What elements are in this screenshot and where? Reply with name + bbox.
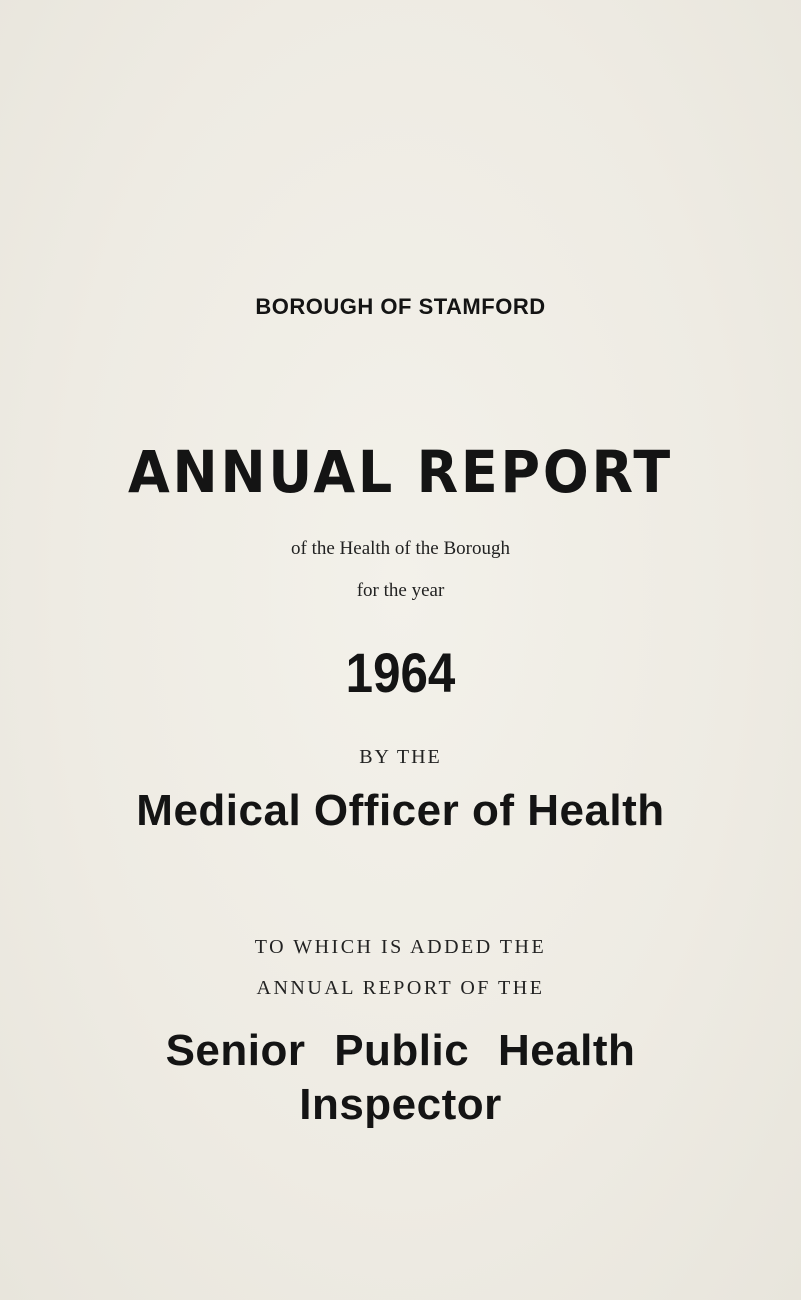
addendum-line-1: TO WHICH IS ADDED THE: [254, 936, 547, 958]
subtitle-line-1: of the Health of the Borough: [291, 538, 510, 559]
addendum-author-line-2: Inspector: [299, 1080, 502, 1129]
addendum-line-2: ANNUAL REPORT OF THE: [256, 977, 545, 999]
author-title: Medical Officer of Health: [136, 786, 665, 835]
report-year: 1964: [345, 641, 456, 704]
borough-heading: BOROUGH OF STAMFORD: [255, 294, 546, 319]
report-title: ANNUAL REPORT: [127, 438, 674, 506]
addendum-author-line-1: Senior Public Health: [165, 1026, 636, 1075]
subtitle-line-2: for the year: [356, 580, 445, 601]
by-the-label: BY THE: [359, 746, 442, 768]
